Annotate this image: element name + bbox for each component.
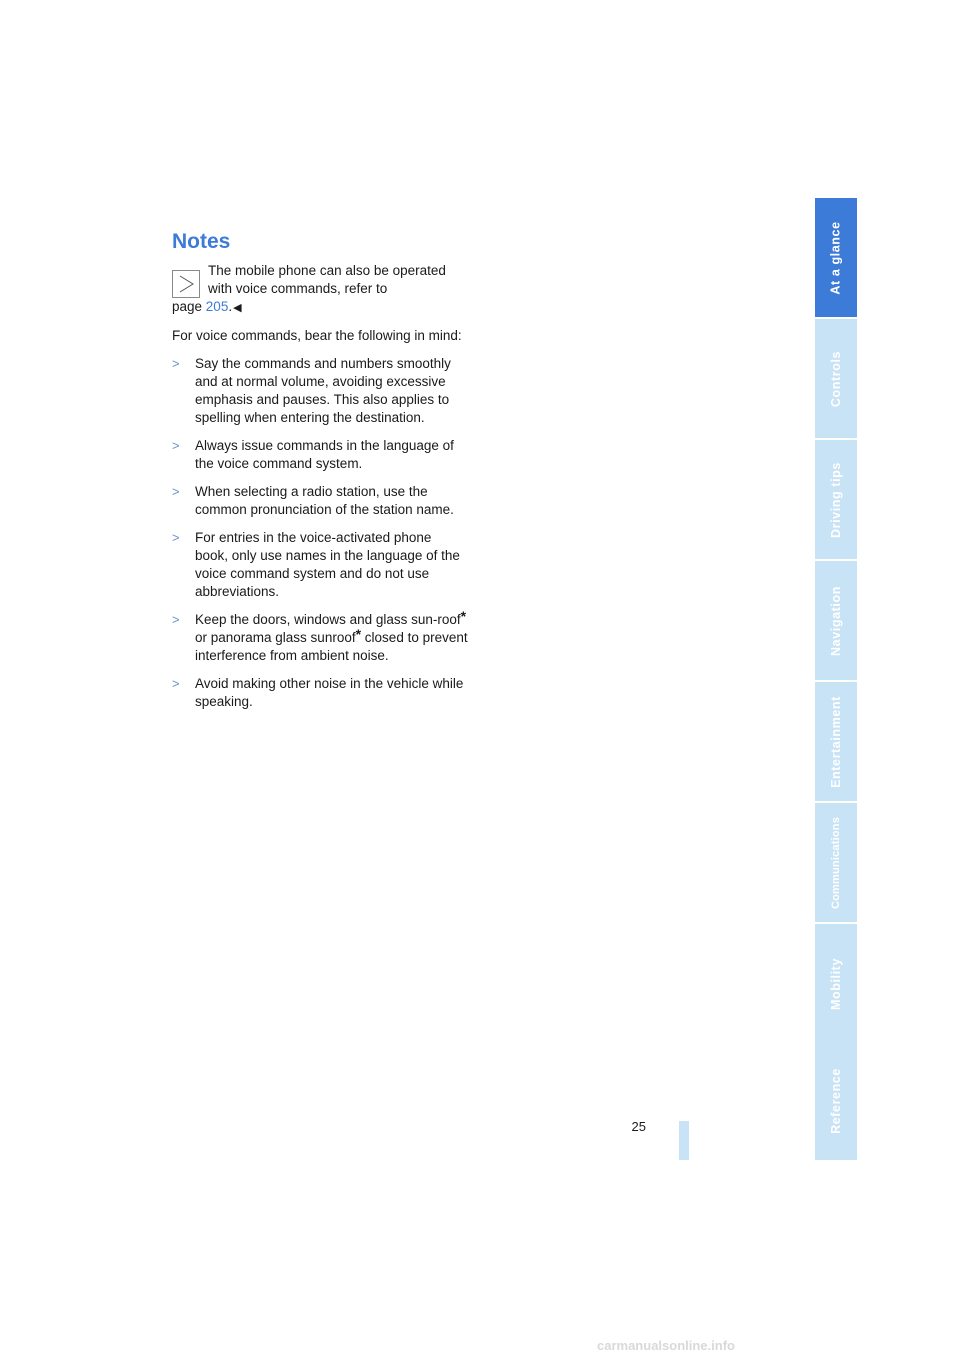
sidebar-tab-navigation[interactable] (815, 561, 857, 680)
bullet-marker: > (172, 356, 180, 371)
bullet-marker: > (172, 438, 180, 453)
note-page-prefix: page (172, 299, 206, 314)
optional-equipment-star-icon: * (355, 626, 362, 642)
note-triangle-icon (172, 270, 200, 298)
list-item-text: For entries in the voice-activated phone book, only use names in the language of the voice command system and do not use abbreviations. (195, 530, 460, 599)
sidebar-tab-driving-tips[interactable] (815, 440, 857, 559)
sidebar-tab-label: Navigation (829, 585, 843, 656)
sidebar-tab-label: Mobility (829, 957, 843, 1010)
intro-paragraph: For voice commands, bear the following in mind: (172, 328, 462, 343)
list-item (172, 675, 468, 711)
sidebar-tab-label: Communications (830, 816, 842, 909)
optional-equipment-star-icon: * (460, 608, 467, 624)
sidebar-tab-label: At a glance (829, 220, 844, 295)
list-item-text: Avoid making other noise in the vehicle while speaking. (195, 676, 464, 709)
list-item-text: When selecting a radio station, use the common pronunciation of the station name. (195, 484, 454, 517)
sidebar-tab-controls[interactable] (815, 319, 857, 438)
note-line: with voice commands, refer to (208, 281, 388, 296)
chapter-sidebar (815, 198, 857, 1160)
list-item-text: Say the commands and numbers smoothly and at normal volume, avoiding excessive emphasis and pauses. This also applies to spelling when entering the destination. (195, 356, 451, 425)
list-item (172, 529, 468, 601)
sidebar-tab-at-a-glance[interactable] (815, 198, 857, 317)
list-item-text: Keep the doors, windows and glass sun-roof (195, 612, 461, 627)
sidebar-tab-label: Reference (829, 1067, 844, 1134)
list-item-text: Always issue commands in the language of the voice command system. (195, 438, 454, 471)
sidebar-tab-mobility[interactable] (815, 924, 857, 1043)
sidebar-tab-reference[interactable] (815, 1041, 857, 1160)
bullet-marker: > (172, 484, 180, 499)
list-item (172, 355, 468, 427)
list-item-text: closed to prevent interference from ambient noise. (195, 630, 468, 663)
section-heading: Notes (172, 230, 231, 253)
page-number-tab (679, 1121, 689, 1160)
page-content (172, 228, 468, 721)
list-item (172, 608, 468, 665)
note-page-suffix: . (228, 299, 233, 314)
bullet-marker: > (172, 530, 180, 545)
note-block (172, 262, 468, 317)
bullet-marker: > (172, 676, 180, 691)
sidebar-tab-label: Driving tips (829, 461, 843, 538)
sidebar-tab-label: Entertainment (829, 695, 843, 788)
note-line (172, 298, 468, 317)
list-item (172, 483, 468, 519)
sidebar-tab-communications[interactable] (815, 803, 857, 922)
page-number: 25 (631, 1119, 646, 1134)
bullet-marker: > (172, 612, 180, 627)
list-item-text: or panorama glass sunroof (195, 630, 356, 645)
sidebar-tab-label: Controls (829, 350, 843, 407)
note-line: The mobile phone can also be operated (208, 263, 446, 278)
bullet-list (172, 355, 468, 711)
sidebar-tab-entertainment[interactable] (815, 682, 857, 801)
page-reference-link[interactable]: 205 (205, 299, 229, 314)
list-item (172, 437, 468, 473)
end-marker-icon: ◀ (233, 302, 242, 314)
footer-watermark: carmanualsonline.info (597, 1338, 735, 1353)
